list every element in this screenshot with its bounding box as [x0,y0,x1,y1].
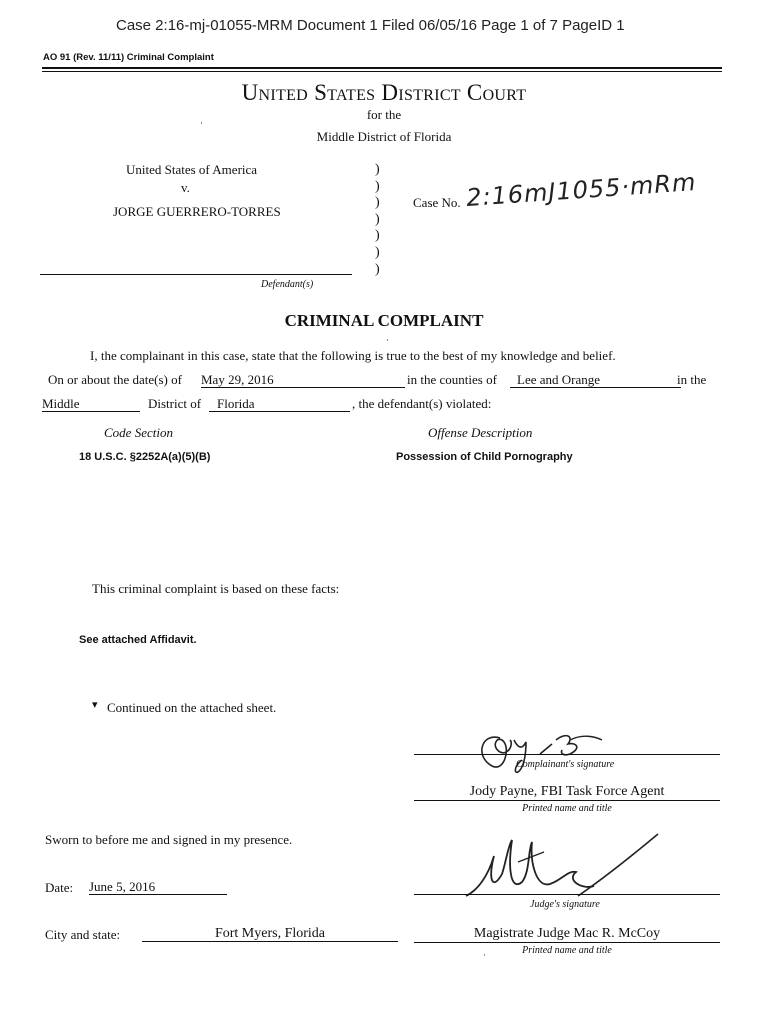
defendant-label: Defendant(s) [261,279,314,290]
city-state-label: City and state: [45,927,121,942]
judge-signature-image [458,826,668,910]
court-for: for the [366,107,402,122]
judge-printed-label: Printed name and title [522,945,612,956]
plaintiff-name: United States of America [126,162,258,177]
judge-signature-line [414,894,720,895]
city-state-value: Fort Myers, Florida [142,927,398,942]
header-rule-bottom [42,71,722,72]
district-field [42,396,140,412]
complainant-signature-line [414,754,720,755]
sworn-statement: Sworn to before me and signed in my presence. [45,832,293,847]
continued-text: Continued on the attached sheet. [107,700,277,715]
district-of-text: District of [148,396,202,411]
court-district: Middle District of Florida [316,129,452,144]
offense-description-value: Possession of Child Pornography [396,451,573,463]
city-state-field [142,926,398,942]
defendant-line [40,274,352,275]
form-identifier: AO 91 (Rev. 11/11) Criminal Complaint [43,52,214,63]
header-rule-top [42,67,722,69]
counties-prefix: in the counties of [407,372,497,387]
statement-intro: I, the complainant in this case, state that the following is true to the best of my knowledge and belief. [90,348,616,363]
court-name: United States District Court [241,80,527,105]
district-value: Middle [42,397,140,412]
in-the-text: in the [677,372,707,387]
see-attached-affidavit: See attached Affidavit. [79,634,197,646]
code-section-header: Code Section [104,425,173,440]
continued-checkbox-mark: ▾ [92,699,98,711]
complainant-printed-label: Printed name and title [522,803,612,814]
facts-based-on: This criminal complaint is based on these facts: [92,581,340,596]
offense-date-value: May 29, 2016 [201,373,405,388]
code-section-value: 18 U.S.C. §2252A(a)(5)(B) [79,451,211,463]
complainant-signature-label: Complainant's signature [516,759,615,770]
state-value: Florida [209,397,350,412]
offense-description-header: Offense Description [428,425,533,440]
judge-printed-name: Magistrate Judge Mac R. McCoy [473,926,661,941]
defendant-name: JORGE GUERRERO-TORRES [113,204,281,219]
sworn-date-field [89,879,227,895]
scan-speck: · [386,335,389,345]
counties-value: Lee and Orange [510,373,681,388]
versus: v. [181,180,190,195]
scan-speck: · [483,950,486,960]
case-header-line: Case 2:16-mj-01055-MRM Document 1 Filed 06/05/16 Page 1 of 7 PageID 1 [116,17,625,34]
case-no-label: Case No. [413,195,461,210]
counties-field [510,372,681,388]
date-label: Date: [45,880,74,895]
sworn-date-value: June 5, 2016 [89,880,227,895]
complainant-printed-name: Jody Payne, FBI Task Force Agent [469,784,665,799]
scan-speck: · [200,118,203,128]
judge-name-line [414,942,720,943]
complainant-name-line [414,800,720,801]
case-no-handwritten: 2:16mJ1055·mRm [465,167,698,213]
offense-date-field [201,372,405,388]
document-title: CRIMINAL COMPLAINT [284,311,484,330]
date-prefix: On or about the date(s) of [48,372,182,387]
state-field [209,396,350,412]
violated-text: , the defendant(s) violated: [352,396,492,411]
judge-signature-label: Judge's signature [530,899,600,910]
caption-parentheses: ) ) ) ) ) ) ) [375,162,380,277]
